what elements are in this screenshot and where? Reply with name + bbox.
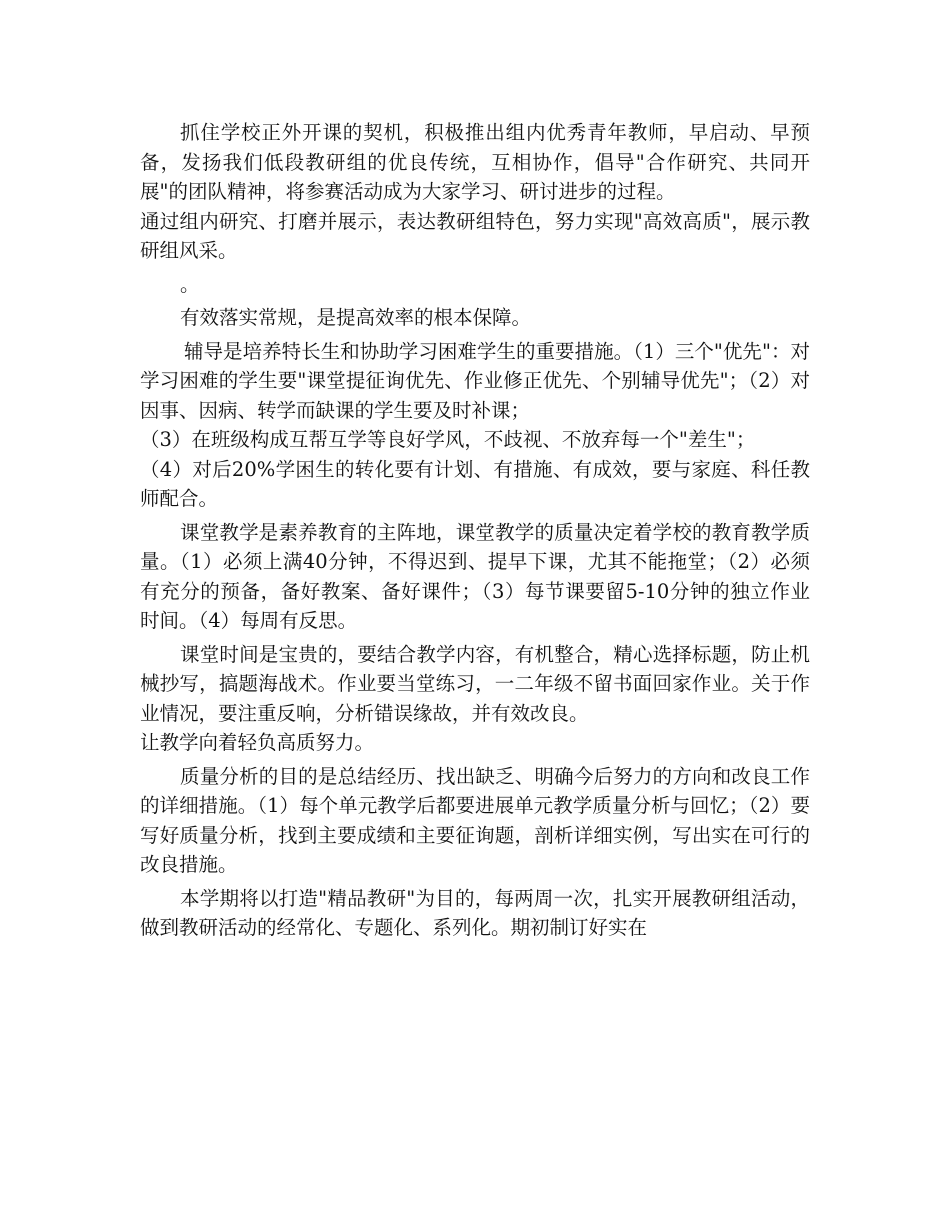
paragraph: （4）对后20%学困生的转化要有计划、有措施、有成效，要与家庭、科任教师配合。 [140,457,810,510]
paragraph: 课堂教学是素养教育的主阵地，课堂教学的质量决定着学校的教育教学质量。（1）必须上满40分钟，不得迟到、提早下课，尤其不能拖堂；（2）必须有充分的预备，备好教案、备好课件；（3）每节课要留5-10分钟的独立作业时间。（4）每周有反思。 [140,520,810,632]
paragraph: 有效落实常规，是提高效率的根本保障。 [180,306,532,329]
paragraph: 。 [180,272,200,296]
paragraph: 通过组内研究、打磨并展示，表达教研组特色，努力实现"高效高质"，展示教研组风采。 [140,209,810,262]
paragraph: 课堂时间是宝贵的，要结合教学内容，有机整合，精心选择标题，防止机械抄写，搞题海战术。作业要当堂练习，一二年级不留书面回家作业。关于作业情况，要注重反响，分析错误缘故，并有效改良。 [140,642,810,725]
document-body [140,118,810,943]
paragraph: 抓住学校正外开课的契机，积极推出组内优秀青年教师，早启动、早预备，发扬我们低段教研组的优良传统，互相协作，倡导"合作研究、共同开展"的团队精神，将参赛活动成为大家学习、研讨进步的过程。 [140,121,810,203]
paragraph: 让教学向着轻负高质努力。 [140,731,375,754]
paragraph: 质量分析的目的是总结经历、找出缺乏、明确今后努力的方向和改良工作的详细措施。（1）每个单元教学后都要进展单元教学质量分析与回忆；（2）要写好质量分析，找到主要成绩和主要征询题，剖析详细实例，写出实在可行的改良措施。 [140,764,810,876]
paragraph: 本学期将以打造"精品教研"为目的，每两周一次，扎实开展教研组活动，做到教研活动的经常化、专题化、系列化。期初制订好实在 [140,886,810,939]
paragraph: （3）在班级构成互帮互学等良好学风，不歧视、不放弃每一个"差生"； [140,428,756,451]
paragraph: 辅导是培养特长生和协助学习困难学生的重要措施。（1）三个"优先"：对学习困难的学生要"课堂提征询优先、作业修正优先、个别辅导优先"；（2）对因事、因病、转学而缺课的学生要及时补课； [140,339,810,422]
